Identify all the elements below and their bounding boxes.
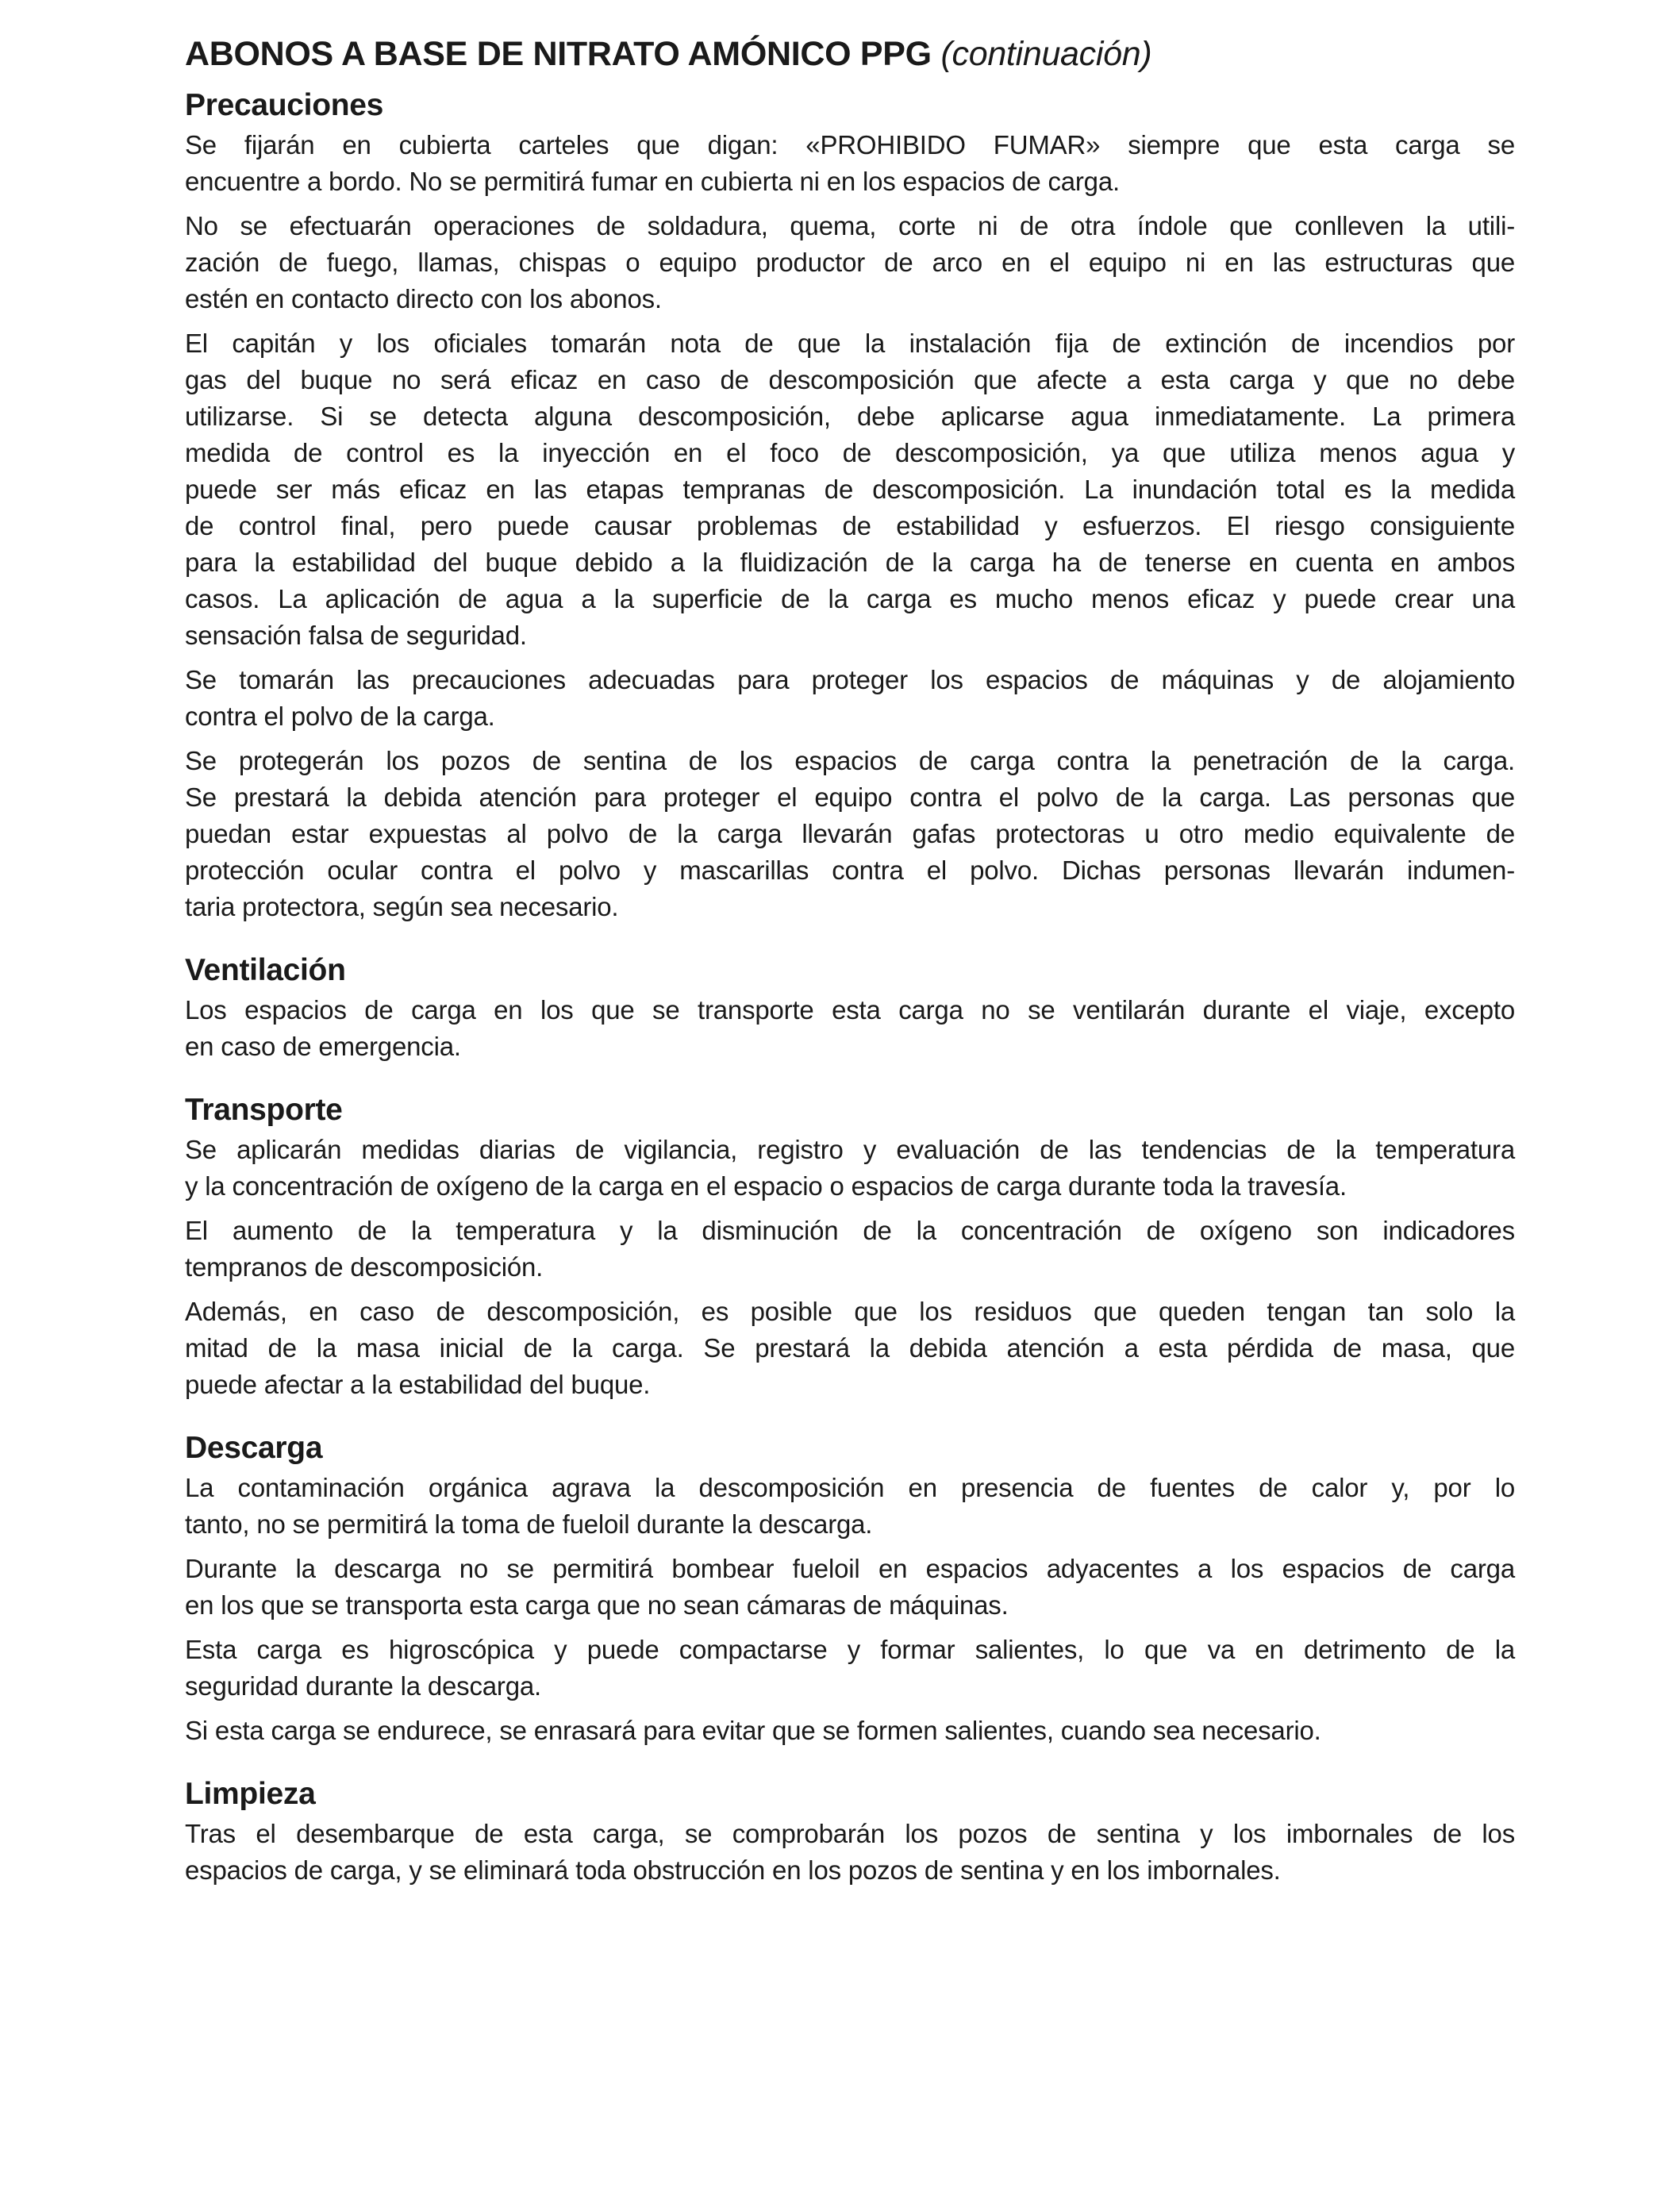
text-line: Los espacios de carga en los que se transporte esta carga no se ventilarán durante el viaje, excepto [185, 995, 1515, 1025]
page-title [185, 30, 1515, 78]
text-line: taria protectora, según sea necesario. [185, 892, 619, 921]
section-heading: Ventilación [185, 953, 346, 987]
text-line: zación de fuego, llamas, chispas o equipo productor de arco en el equipo ni en las estructuras que [185, 248, 1515, 277]
title-suffix: (continuación) [940, 35, 1152, 73]
paragraph [185, 1632, 1515, 1705]
paragraph [185, 1470, 1515, 1543]
paragraph [185, 325, 1515, 654]
text-line: Se tomarán las precauciones adecuadas para proteger los espacios de máquinas y de alojamiento [185, 665, 1515, 694]
text-line: de control final, pero puede causar problemas de estabilidad y esfuerzos. El riesgo consiguiente [185, 511, 1515, 540]
sections [185, 84, 1515, 1889]
paragraph [185, 1713, 1515, 1749]
text-line: No se efectuarán operaciones de soldadura, quema, corte ni de otra índole que conlleven la utili- [185, 211, 1515, 240]
text-line: puede ser más eficaz en las etapas tempranas de descomposición. La inundación total es la medida [185, 475, 1515, 504]
paragraph [185, 1551, 1515, 1624]
text-line: medida de control es la inyección en el foco de descomposición, ya que utiliza menos agua y [185, 438, 1515, 467]
text-line: puede afectar a la estabilidad del buque. [185, 1370, 651, 1399]
document-page [185, 30, 1515, 1889]
text-line: tanto, no se permitirá la toma de fueloil durante la descarga. [185, 1509, 873, 1539]
section-precauciones [185, 84, 1515, 925]
text-line: utilizarse. Si se detecta alguna descomposición, debe aplicarse agua inmediatamente. La primera [185, 402, 1515, 431]
section-heading: Limpieza [185, 1777, 316, 1811]
text-line: Durante la descarga no se permitirá bombear fueloil en espacios adyacentes a los espacios de carga [185, 1554, 1515, 1583]
paragraph [185, 127, 1515, 200]
text-line: tempranos de descomposición. [185, 1252, 544, 1282]
section-heading: Transporte [185, 1093, 343, 1127]
text-line: para la estabilidad del buque debido a la fluidización de la carga ha de tenerse en cuenta en ambos [185, 548, 1515, 577]
text-line: encuentre a bordo. No se permitirá fumar en cubierta ni en los espacios de carga. [185, 167, 1120, 196]
text-line: El aumento de la temperatura y la disminución de la concentración de oxígeno son indicadores [185, 1216, 1515, 1245]
section-heading: Precauciones [185, 88, 384, 122]
section-limpieza [185, 1773, 1515, 1889]
text-line: y la concentración de oxígeno de la carga en el espacio o espacios de carga durante toda la travesía. [185, 1171, 1347, 1201]
text-line: El capitán y los oficiales tomarán nota de que la instalación fija de extinción de incendios por [185, 329, 1515, 358]
text-line: casos. La aplicación de agua a la superficie de la carga es mucho menos eficaz y puede crear una [185, 584, 1515, 613]
text-line: sensación falsa de seguridad. [185, 621, 527, 650]
text-line: estén en contacto directo con los abonos. [185, 284, 662, 313]
text-line: La contaminación orgánica agrava la descomposición en presencia de fuentes de calor y, por lo [185, 1473, 1515, 1502]
text-line: gas del buque no será eficaz en caso de descomposición que afecte a esta carga y que no debe [185, 365, 1515, 394]
paragraph [185, 662, 1515, 735]
text-line: en caso de emergencia. [185, 1032, 461, 1061]
section-ventilacion [185, 949, 1515, 1065]
text-line: seguridad durante la descarga. [185, 1671, 541, 1701]
section-transporte [185, 1089, 1515, 1403]
text-line: Esta carga es higroscópica y puede compactarse y formar salientes, lo que va en detrimento de la [185, 1635, 1515, 1664]
text-line: Se protegerán los pozos de sentina de los espacios de carga contra la penetración de la carga. [185, 746, 1515, 775]
text-line: protección ocular contra el polvo y mascarillas contra el polvo. Dichas personas llevarán indumen- [185, 855, 1515, 885]
paragraph [185, 1294, 1515, 1403]
text-line: puedan estar expuestas al polvo de la carga llevarán gafas protectoras u otro medio equivalente de [185, 819, 1515, 848]
paragraph [185, 992, 1515, 1065]
text-line: en los que se transporta esta carga que no sean cámaras de máquinas. [185, 1590, 1009, 1620]
text-line: espacios de carga, y se eliminará toda obstrucción en los pozos de sentina y en los imbornales. [185, 1855, 1281, 1885]
paragraph [185, 1213, 1515, 1286]
text-line: Tras el desembarque de esta carga, se comprobarán los pozos de sentina y los imbornales de los [185, 1819, 1515, 1848]
title-main: ABONOS A BASE DE NITRATO AMÓNICO PPG [185, 35, 932, 73]
text-line: Además, en caso de descomposición, es posible que los residuos que queden tengan tan solo la [185, 1297, 1515, 1326]
text-line: Se prestará la debida atención para proteger el equipo contra el polvo de la carga. Las personas que [185, 782, 1515, 812]
text-line: contra el polvo de la carga. [185, 702, 495, 731]
paragraph [185, 208, 1515, 317]
section-descarga [185, 1427, 1515, 1749]
text-line: Si esta carga se endurece, se enrasará para evitar que se formen salientes, cuando sea necesario. [185, 1716, 1321, 1745]
paragraph [185, 1132, 1515, 1205]
paragraph [185, 1816, 1515, 1889]
paragraph [185, 743, 1515, 925]
text-line: Se fijarán en cubierta carteles que digan: «PROHIBIDO FUMAR» siempre que esta carga se [185, 130, 1515, 160]
text-line: Se aplicarán medidas diarias de vigilancia, registro y evaluación de las tendencias de la temperatura [185, 1135, 1515, 1164]
text-line: mitad de la masa inicial de la carga. Se prestará la debida atención a esta pérdida de masa, que [185, 1333, 1515, 1363]
section-heading: Descarga [185, 1431, 323, 1465]
